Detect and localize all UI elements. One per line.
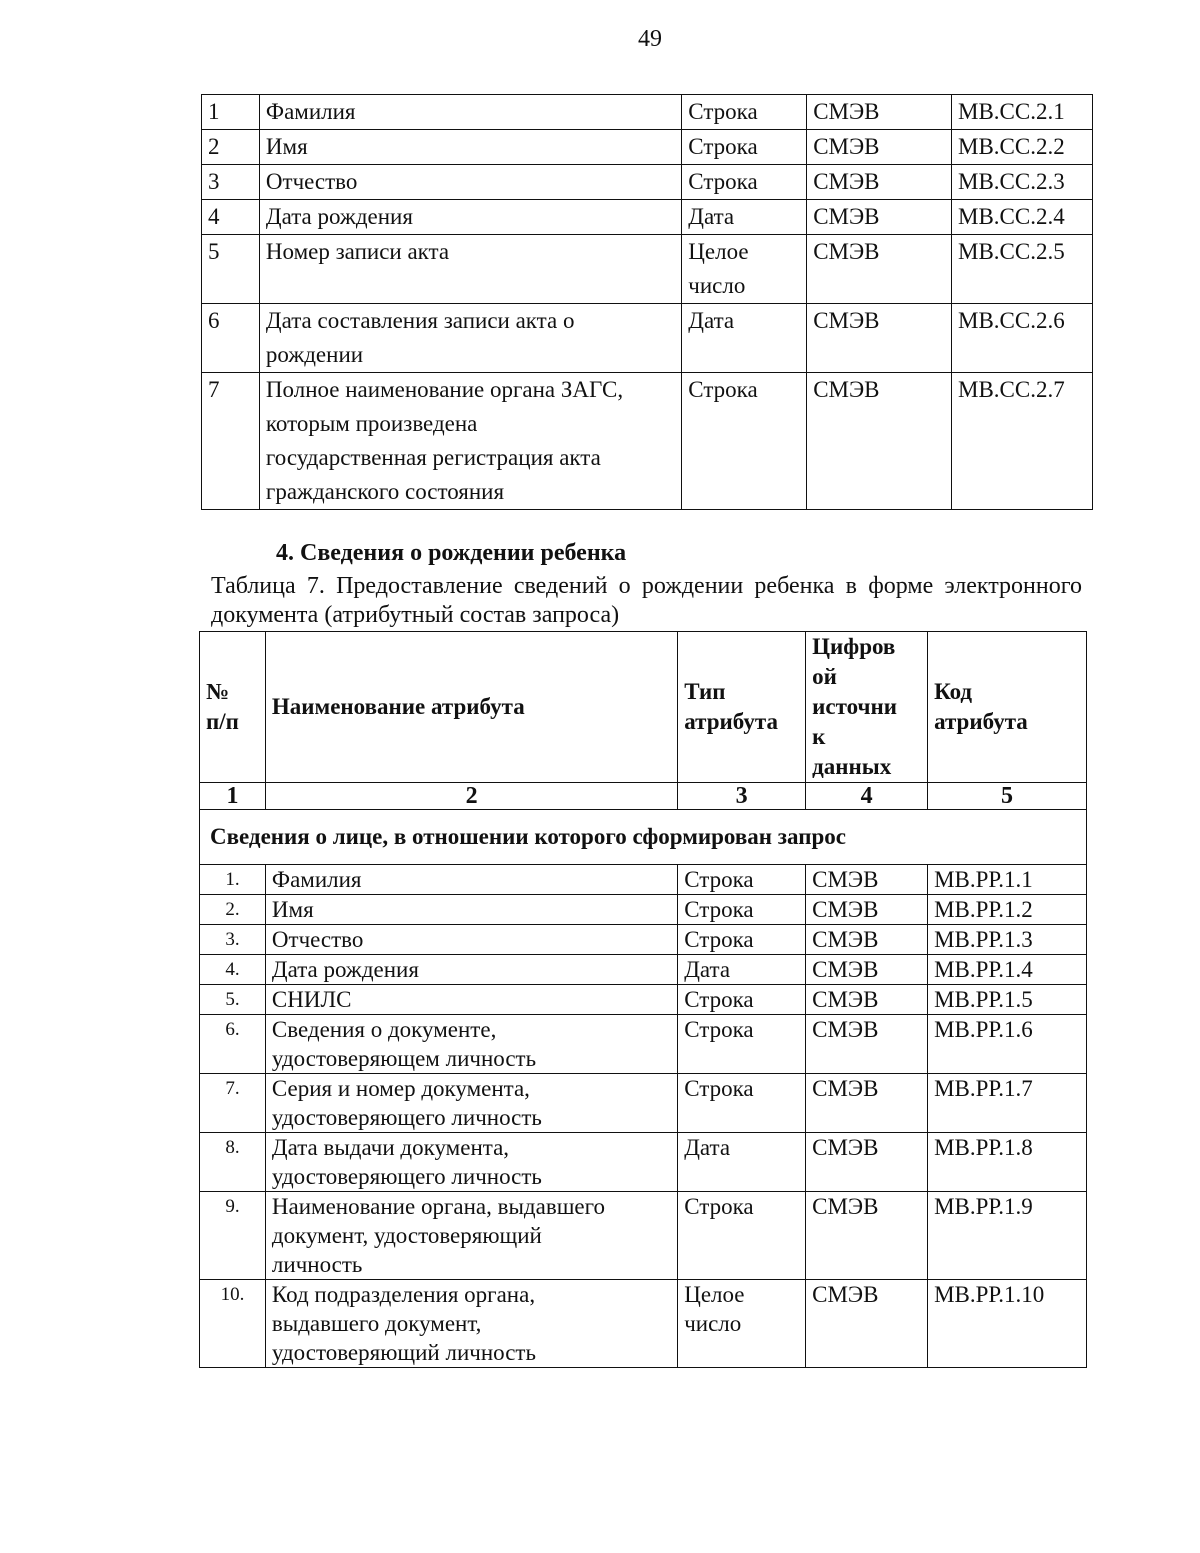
attribute-type: Строка [678, 985, 806, 1015]
data-source: СМЭВ [807, 200, 952, 235]
table-row [200, 925, 1087, 955]
table-row [202, 200, 1093, 235]
column-numbers-row [200, 783, 1087, 810]
attribute-type: Дата [678, 955, 806, 985]
column-number: 2 [265, 783, 677, 810]
table-7 [199, 631, 1087, 1368]
data-source: СМЭВ [806, 955, 928, 985]
section-heading: 4. Сведения о рождении ребенка [276, 540, 627, 566]
row-number: 5 [202, 235, 260, 304]
table-row [200, 1280, 1087, 1368]
attribute-code: МВ.РР.1.7 [928, 1074, 1087, 1133]
attribute-name: Отчество [259, 165, 681, 200]
attribute-type: Целое число [678, 1280, 806, 1368]
attribute-type: Строка [678, 1015, 806, 1074]
table-row [202, 165, 1093, 200]
row-number: 3. [200, 925, 266, 955]
table-row [200, 1074, 1087, 1133]
data-source: СМЭВ [807, 373, 952, 510]
attribute-code: МВ.СС.2.6 [952, 304, 1093, 373]
attribute-name: Номер записи акта [259, 235, 681, 304]
page-number: 49 [638, 26, 662, 52]
row-number: 4 [202, 200, 260, 235]
header-source: Цифров ой источни к данных [806, 632, 928, 783]
row-number: 7 [202, 373, 260, 510]
data-source: СМЭВ [806, 1280, 928, 1368]
section-row [200, 810, 1087, 865]
attribute-type: Строка [678, 1192, 806, 1280]
attribute-code: МВ.РР.1.8 [928, 1133, 1087, 1192]
row-number: 2. [200, 895, 266, 925]
attribute-type: Строка [682, 95, 807, 130]
attribute-name: Имя [259, 130, 681, 165]
attribute-name: Дата составления записи акта о рождении [259, 304, 681, 373]
attribute-type: Строка [682, 165, 807, 200]
data-source: СМЭВ [807, 304, 952, 373]
attribute-code: МВ.СС.2.1 [952, 95, 1093, 130]
table-caption: Таблица 7. Предоставление сведений о рождении ребенка в форме электронного документа (атрибутный состав запроса) [211, 573, 1082, 628]
row-number: 8. [200, 1133, 266, 1192]
header-num: № п/п [200, 632, 266, 783]
row-number: 6. [200, 1015, 266, 1074]
attribute-name: Код подразделения органа, выдавшего документ, удостоверяющий личность [265, 1280, 677, 1368]
data-source: СМЭВ [807, 165, 952, 200]
attribute-type: Целое число [682, 235, 807, 304]
attribute-code: МВ.РР.1.10 [928, 1280, 1087, 1368]
attribute-type: Дата [682, 200, 807, 235]
header-name: Наименование атрибута [265, 632, 677, 783]
column-number: 4 [806, 783, 928, 810]
table-row [202, 304, 1093, 373]
header-code: Код атрибута [928, 632, 1087, 783]
attribute-type: Строка [678, 865, 806, 895]
attribute-name: Отчество [265, 925, 677, 955]
attribute-code: МВ.РР.1.6 [928, 1015, 1087, 1074]
section-title: Сведения о лице, в отношении которого сформирован запрос [200, 810, 1087, 865]
attribute-type: Строка [682, 373, 807, 510]
data-source: СМЭВ [807, 130, 952, 165]
table-row [200, 955, 1087, 985]
attribute-code: МВ.СС.2.3 [952, 165, 1093, 200]
column-number: 1 [200, 783, 266, 810]
header-type: Тип атрибута [678, 632, 806, 783]
column-number: 5 [928, 783, 1087, 810]
data-source: СМЭВ [806, 1133, 928, 1192]
attribute-name: Фамилия [265, 865, 677, 895]
attribute-code: МВ.РР.1.1 [928, 865, 1087, 895]
row-number: 3 [202, 165, 260, 200]
data-source: СМЭВ [806, 925, 928, 955]
attribute-code: МВ.РР.1.9 [928, 1192, 1087, 1280]
attribute-name: Дата рождения [259, 200, 681, 235]
attribute-code: МВ.РР.1.4 [928, 955, 1087, 985]
attribute-type: Строка [682, 130, 807, 165]
table-row [200, 985, 1087, 1015]
attribute-type: Строка [678, 1074, 806, 1133]
row-number: 2 [202, 130, 260, 165]
table-row [200, 865, 1087, 895]
data-source: СМЭВ [806, 865, 928, 895]
attribute-type: Строка [678, 925, 806, 955]
data-source: СМЭВ [807, 235, 952, 304]
table-row [200, 1133, 1087, 1192]
attributes-table-continued [201, 94, 1093, 510]
attribute-name: Дата выдачи документа, удостоверяющего личность [265, 1133, 677, 1192]
attribute-type: Дата [678, 1133, 806, 1192]
attribute-name: Серия и номер документа, удостоверяющего личность [265, 1074, 677, 1133]
row-number: 10. [200, 1280, 266, 1368]
attribute-name: Полное наименование органа ЗАГС, которым произведена государственная регистрация акта гражданского состояния [259, 373, 681, 510]
attribute-code: МВ.СС.2.4 [952, 200, 1093, 235]
row-number: 1 [202, 95, 260, 130]
attribute-code: МВ.РР.1.3 [928, 925, 1087, 955]
data-source: СМЭВ [806, 1192, 928, 1280]
data-source: СМЭВ [806, 1015, 928, 1074]
attribute-name: Наименование органа, выдавшего документ, удостоверяющий личность [265, 1192, 677, 1280]
data-source: СМЭВ [806, 985, 928, 1015]
table-row [202, 373, 1093, 510]
table-row [202, 95, 1093, 130]
row-number: 9. [200, 1192, 266, 1280]
row-number: 4. [200, 955, 266, 985]
column-number: 3 [678, 783, 806, 810]
attribute-code: МВ.СС.2.7 [952, 373, 1093, 510]
data-source: СМЭВ [807, 95, 952, 130]
data-source: СМЭВ [806, 1074, 928, 1133]
attribute-code: МВ.СС.2.2 [952, 130, 1093, 165]
data-source: СМЭВ [806, 895, 928, 925]
attribute-code: МВ.СС.2.5 [952, 235, 1093, 304]
table-row [202, 235, 1093, 304]
row-number: 7. [200, 1074, 266, 1133]
row-number: 5. [200, 985, 266, 1015]
table-row [200, 1192, 1087, 1280]
attribute-name: Дата рождения [265, 955, 677, 985]
attribute-name: СНИЛС [265, 985, 677, 1015]
attribute-code: МВ.РР.1.2 [928, 895, 1087, 925]
table-row [200, 1015, 1087, 1074]
attribute-name: Фамилия [259, 95, 681, 130]
row-number: 6 [202, 304, 260, 373]
attribute-type: Строка [678, 895, 806, 925]
attribute-name: Имя [265, 895, 677, 925]
attribute-type: Дата [682, 304, 807, 373]
table-row [200, 895, 1087, 925]
attribute-name: Сведения о документе, удостоверяющем личность [265, 1015, 677, 1074]
row-number: 1. [200, 865, 266, 895]
table-header-row [200, 632, 1087, 783]
attribute-code: МВ.РР.1.5 [928, 985, 1087, 1015]
table-row [202, 130, 1093, 165]
